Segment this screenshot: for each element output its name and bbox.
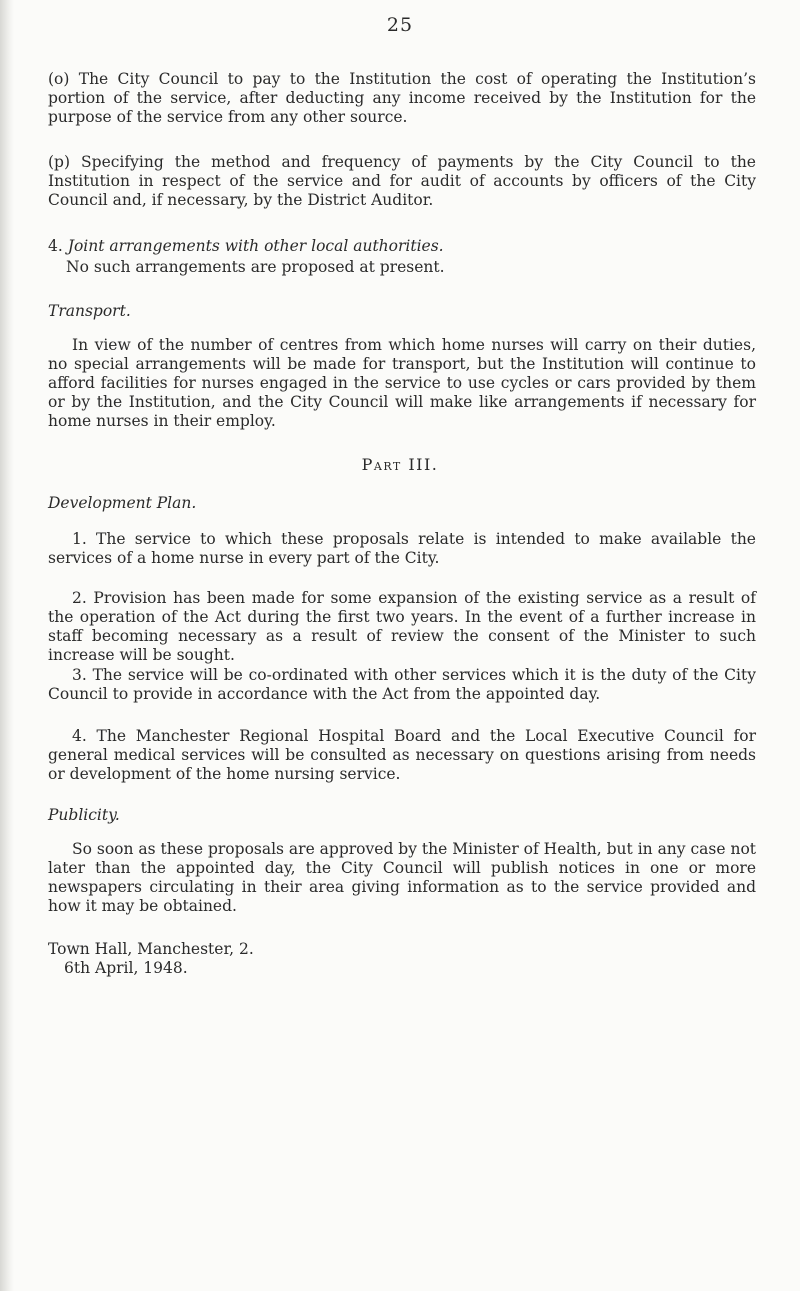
signature-place: Town Hall, Manchester, 2. — [48, 940, 254, 958]
item-p-label: (p) — [48, 153, 71, 171]
item-o — [48, 70, 756, 127]
signature-block — [48, 940, 254, 978]
publicity-text: So soon as these proposals are approved by the Minister of Health, but in any case not later than the appointed day, the City Council will publish notices in one or more newspapers circulating in their area giving information as to the service provided and how it may be obtained. — [48, 840, 756, 915]
section-4-heading: Joint arrangements with other local authorities. — [67, 237, 444, 255]
section-4-heading-line — [48, 237, 756, 256]
publicity-heading: Publicity. — [48, 806, 120, 824]
development-plan-heading: Development Plan. — [48, 494, 197, 512]
item-o-text: The City Council to pay to the Institution the cost of operating the Institution’s portion of the service, after deducting any income received by the Institution for the purpose of the service from any other source. — [48, 70, 756, 126]
item-o-label: (o) — [48, 70, 70, 88]
item-p — [48, 153, 756, 210]
part-iii-heading: Part III. — [361, 455, 439, 474]
binding-edge — [0, 0, 14, 1291]
item-p-text: Specifying the method and frequency of payments by the City Council to the Institution in respect of the service and for audit of accounts by officers of the City Council and, if necessary, by the District Auditor. — [48, 153, 756, 209]
transport-text: In view of the number of centres from which home nurses will carry on their duties, no special arrangements will be made for transport, but the Institution will continue to afford facilities for nurses engaged in the service to use cycles or cars provided by them or by the Institution, and the City Council will make like arrangements if necessary for home nurses in their employ. — [48, 336, 756, 430]
transport-heading: Transport. — [48, 302, 131, 320]
development-paragraph-3: 3. The service will be co-ordinated with other services which it is the duty of the City Council to provide in accordance with the Act from the appointed day. — [48, 666, 756, 703]
development-paragraph-1: 1. The service to which these proposals relate is intended to make available the services of a home nurse in every part of the City. — [48, 530, 756, 567]
section-4-number: 4. — [48, 237, 63, 255]
development-paragraph-2: 2. Provision has been made for some expansion of the existing service as a result of the operation of the Act during the first two years. In the event of a further increase in staff becoming necessary as a result of review the consent of the Minister to such increase will be sought. — [48, 589, 756, 664]
section-4-text: No such arrangements are proposed at present. — [66, 258, 445, 276]
development-paragraph-4: 4. The Manchester Regional Hospital Board and the Local Executive Council for general medical services will be consulted as necessary on questions arising from needs or development of the home nursing service. — [48, 727, 756, 783]
signature-date: 6th April, 1948. — [64, 959, 188, 977]
page-number: 25 — [386, 14, 414, 36]
